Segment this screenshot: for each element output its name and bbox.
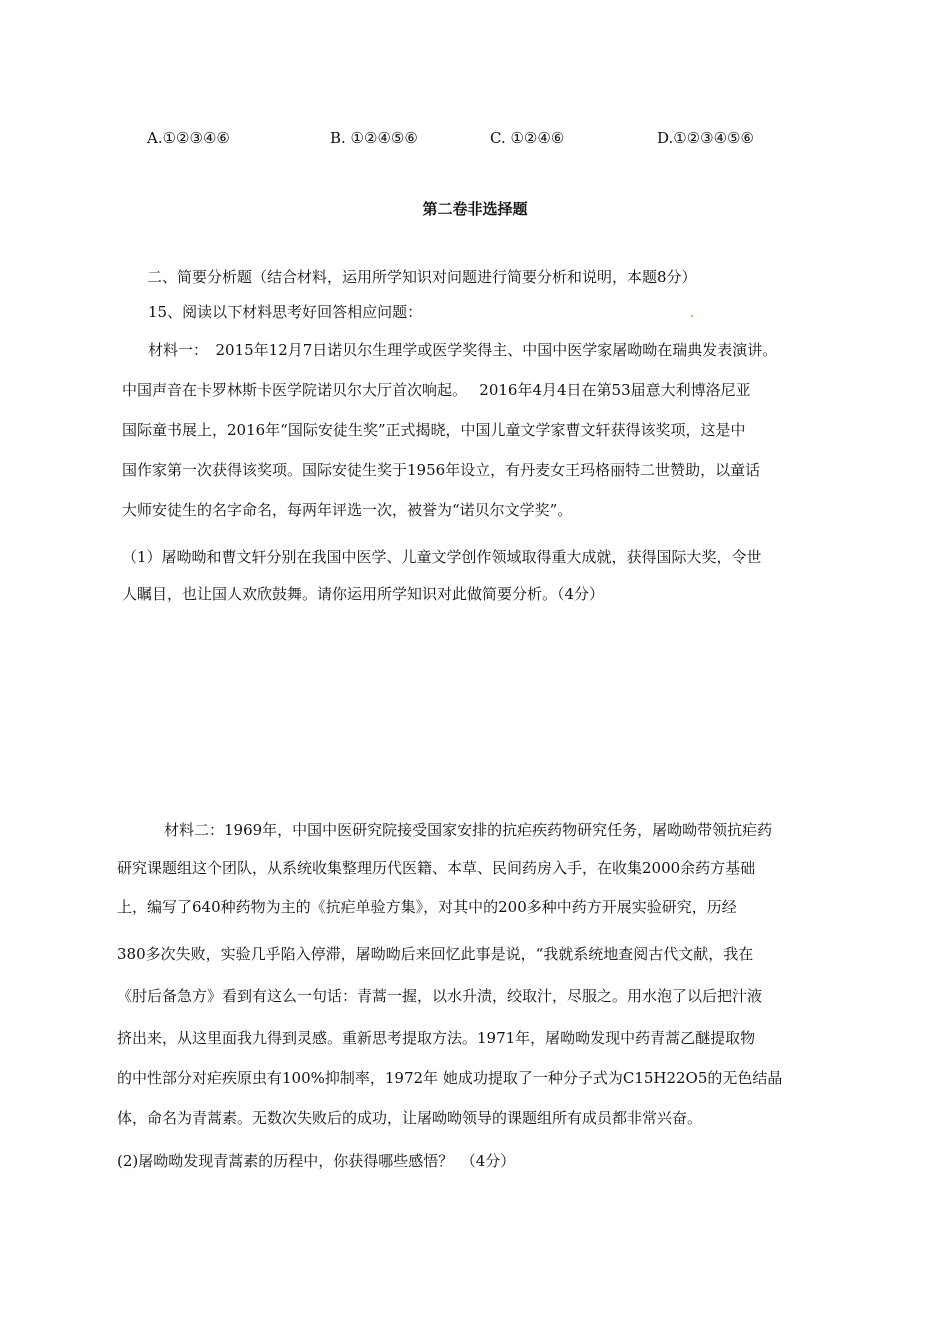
section-heading: 二、简要分析题（结合材料，运用所学知识对问题进行简要分析和说明，本题8分）	[147, 268, 697, 286]
material1-line: 国作家第一次获得该奖项。国际安徒生奖于1956年设立，有丹麦女王玛格丽特二世赞助，以童话	[122, 461, 761, 479]
material2-line: 上，编写了640种药物为主的《抗疟单验方集》，对其中的200多种中药方开展实验研究，历经	[117, 898, 737, 916]
material1-line: 中国声音在卡罗林斯卡医学院诺贝尔大厅首次响起。 2016年4月4日在第53届意大利博洛尼亚	[122, 381, 751, 399]
material2-line: 挤出来，从这里面我九得到灵感。重新思考提取方法。1971年，屠呦呦发现中药青蒿乙醚提取物	[117, 1029, 756, 1047]
material2-line: 的中性部分对疟疾原虫有100%抑制率，1972年 她成功提取了一种分子式为C15H22O5的无色结晶	[117, 1069, 783, 1087]
material1-line: 大师安徒生的名字命名，每两年评选一次，被誉为“诺贝尔文学奖”。	[122, 501, 573, 519]
material2-line: 材料二：1969年，中国中医研究院接受国家安排的抗疟疾药物研究任务，屠呦呦带领抗疟药	[164, 821, 773, 839]
material2-line: 体，命名为青蒿素。无数次失败后的成功，让屠呦呦领导的课题组所有成员都非常兴奋。	[117, 1109, 703, 1127]
option-b: B. ①②④⑤⑥	[330, 129, 418, 147]
material2-line: 研究课题组这个团队，从系统收集整理历代医籍、本草、民间药房入手，在收集2000余药方基础	[117, 859, 756, 877]
material1-line: 国际童书展上，2016年“国际安徒生奖”正式揭晓，中国儿童文学家曹文轩获得该奖项，这是中	[122, 421, 746, 439]
question-intro: 15、阅读以下材料思考好回答相应问题：	[148, 303, 423, 321]
question2: (2)屠呦呦发现青蒿素的历程中，你获得哪些感悟？ （4分）	[117, 1152, 516, 1170]
option-c: C. ①②④⑥	[490, 129, 565, 147]
question1-line: （1）屠呦呦和曹文轩分别在我国中医学、儿童文学创作领域取得重大成就，获得国际大奖，令世	[122, 548, 762, 566]
material1-line: 材料一： 2015年12月7日诺贝尔生理学或医学奖得主、中国中医学家屠呦呦在瑞典发表演讲。	[148, 341, 778, 359]
stray-mark	[691, 315, 693, 317]
option-d: D.①②③④⑤⑥	[657, 129, 754, 147]
option-a: A.①②③④⑥	[147, 129, 230, 147]
material2-line: 《肘后备急方》看到有这么一句话：青蒿一握，以水升渍，绞取汁，尽服之。用水泡了以后把汁液	[117, 987, 763, 1005]
section-title: 第二卷非选择题	[422, 200, 528, 218]
question1-line: 人瞩目，也让国人欢欣鼓舞。请你运用所学知识对此做简要分析。（4分）	[122, 585, 605, 603]
material2-line: 380多次失败，实验几乎陷入停滞，屠呦呦后来回忆此事是说，“我就系统地查阅古代文献，我在	[117, 945, 754, 963]
